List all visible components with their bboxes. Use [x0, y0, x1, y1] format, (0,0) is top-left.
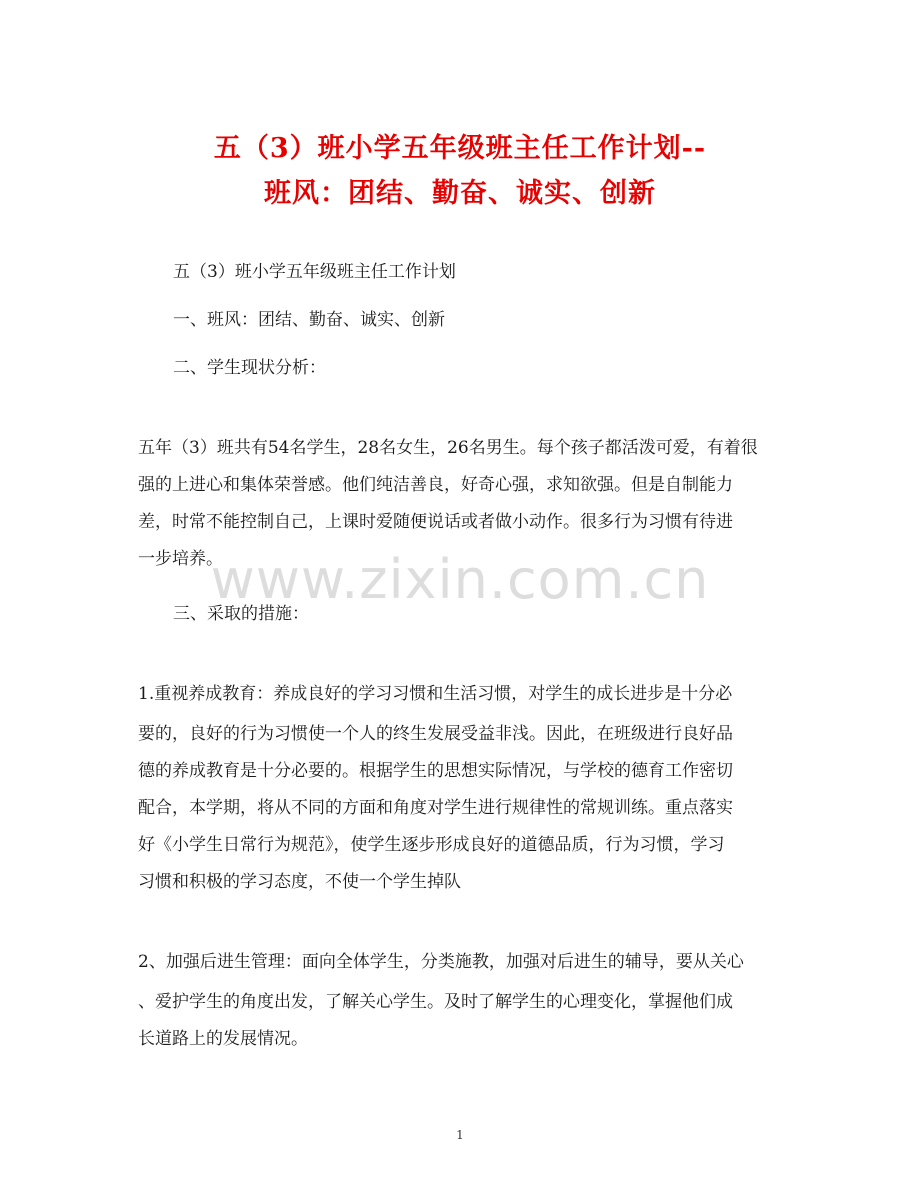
paragraph-line: 2、加强后进生管理：面向全体学生，分类施教，加强对后进生的辅导，要从关心: [138, 952, 744, 972]
paragraph-line: 强的上进心和集体荣誉感。他们纯洁善良，好奇心强，求知欲强。但是自制能力: [138, 475, 733, 495]
paragraph-line: 好《小学生日常行为规范》，使学生逐步形成良好的道德品质，行为习惯，学习: [138, 835, 725, 855]
section-heading-1: 一、班风：团结、勤奋、诚实、创新: [173, 310, 445, 330]
paragraph-line: 德的养成教育是十分必要的。根据学生的思想实际情况，与学校的德育工作密切: [138, 761, 733, 781]
paragraph-line: 习惯和积极的学习态度，不使一个学生掉队: [138, 872, 461, 892]
title-line-1: 五（3）班小学五年级班主任工作计划--: [213, 133, 707, 164]
paragraph-line: 配合，本学期，将从不同的方面和角度对学生进行规律性的常规训练。重点落实: [138, 798, 733, 818]
paragraph-line: 一步培养。: [138, 549, 223, 569]
title-line-2: 班风：团结、勤奋、诚实、创新: [264, 178, 656, 209]
subtitle: 五（3）班小学五年级班主任工作计划: [173, 262, 456, 282]
paragraph-line: 1.重视养成教育：养成良好的学习习惯和生活习惯，对学生的成长进步是十分必: [138, 684, 733, 704]
section-heading-2: 二、学生现状分析：: [173, 358, 326, 378]
watermark: www.zixin.com.cn: [210, 548, 710, 611]
paragraph-line: 、爱护学生的角度出发，了解关心学生。及时了解学生的心理变化，掌握他们成: [138, 992, 733, 1012]
paragraph-line: 差，时常不能控制自己，上课时爱随便说话或者做小动作。很多行为习惯有待进: [138, 512, 733, 532]
page-number: 1: [456, 1128, 464, 1142]
paragraph-line: 要的，良好的行为习惯使一个人的终生发展受益非浅。因此，在班级进行良好品: [138, 724, 733, 744]
paragraph-line: 长道路上的发展情况。: [138, 1029, 308, 1049]
section-heading-3: 三、采取的措施：: [173, 604, 309, 624]
paragraph-line: 五年（3）班共有54名学生，28名女生，26名男生。每个孩子都活泼可爱，有着很: [138, 438, 758, 458]
